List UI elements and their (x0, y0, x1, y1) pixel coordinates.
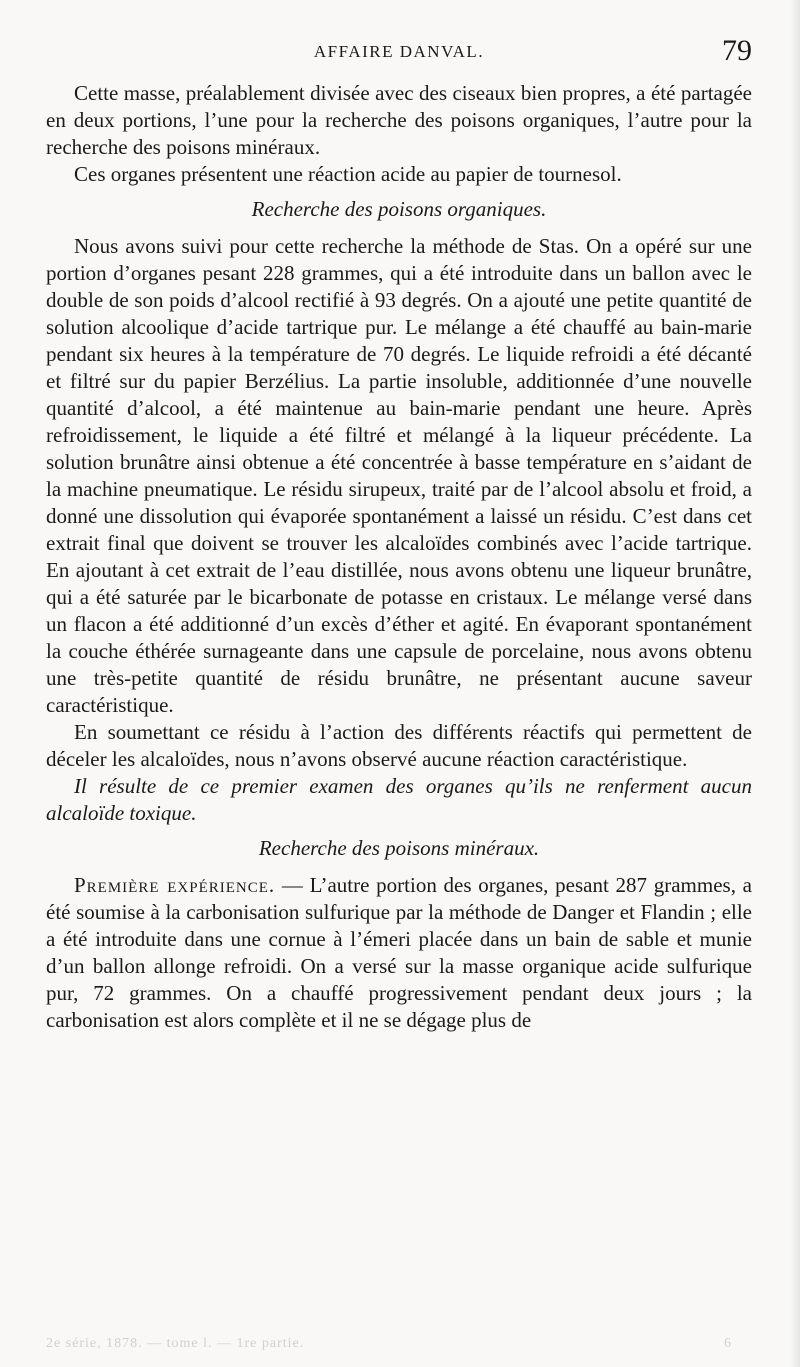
body-text (46, 80, 752, 1034)
paragraph (46, 872, 752, 1034)
footer-sheet-number: 6 (724, 1336, 732, 1351)
paragraph: Ces organes présentent une réaction acide au papier de tournesol. (74, 162, 622, 186)
paragraph: En soumettant ce résidu à l’action des différents réactifs qui permettent de déceler les alcaloïdes, nous n’avons observé aucune réaction caractéristique. (46, 720, 752, 771)
experiment-label: Première expérience. (74, 873, 276, 897)
page-footer (46, 1336, 752, 1352)
section-heading: Recherche des poisons minéraux. (258, 836, 540, 860)
conclusion-paragraph: Il résulte de ce premier examen des organes qu’ils ne renferment aucun alcaloïde toxique. (46, 774, 752, 825)
page-edge-shadow (790, 0, 800, 1367)
footer-signature: 2e série, 1878. — tome l. — 1re partie. (46, 1336, 305, 1351)
paragraph-text: — L’autre portion des organes, pesant 287 grammes, a été soumise à la carbonisation sulfurique par la méthode de Danger et Flandin ; elle a été introduite dans une cornue à l’émeri placée dans un bain de sable et munie d’un ballon allonge refroidi. On a versé sur la masse organique acide sulfurique pur, 72 grammes. On a chauffé progressivement pendant deux jours ; la carbonisation est alors complète et il ne se dégage plus de (46, 873, 752, 1032)
page-header (46, 36, 752, 76)
running-title: AFFAIRE DANVAL. (313, 42, 485, 61)
paragraph: Cette masse, préalablement divisée avec des ciseaux bien propres, a été partagée en deux portions, l’une pour la recherche des poisons organiques, l’autre pour la recherche des poisons minéraux. (46, 81, 752, 159)
paragraph: Nous avons suivi pour cette recherche la méthode de Stas. On a opéré sur une portion d’organes pesant 228 grammes, qui a été introduite dans un ballon avec le double de son poids d’alcool rectifié à 93 degrés. On a ajouté une petite quantité de solution alcoolique d’acide tartrique pur. Le mélange a été chauffé au bain-marie pendant six heures à la température de 70 degrés. Le liquide refroidi a été décanté et filtré sur du papier Berzélius. La partie insoluble, additionnée d’une nouvelle quantité d’alcool, a été maintenue au bain-marie pendant une heure. Après refroidissement, le liquide a été filtré et mélangé à la liqueur précédente. La solution brunâtre ainsi obtenue a été concentrée à basse température en s’aidant de la machine pneumatique. Le résidu sirupeux, traité par de l’alcool absolu et froid, a donné une dissolution qui évaporée spontanément a laissé un résidu. C’est dans cet extrait final que doivent se trouver les alcaloïdes combinés avec l’acide tartrique. En ajoutant à cet extrait de l’eau distillée, nous avons obtenu une liqueur brunâtre, qui a été saturée par le bicarbonate de potasse en cristaux. Le mélange versé dans un flacon a été additionné d’un excès d’éther et agité. En évaporant spontanément la couche éthérée surnageante dans une capsule de porcelaine, nous avons obtenu une très-petite quantité de résidu brunâtre, ne présentant aucune saveur caractéristique. (46, 234, 752, 717)
page-number: 79 (722, 34, 752, 67)
section-heading: Recherche des poisons organiques. (251, 197, 547, 221)
